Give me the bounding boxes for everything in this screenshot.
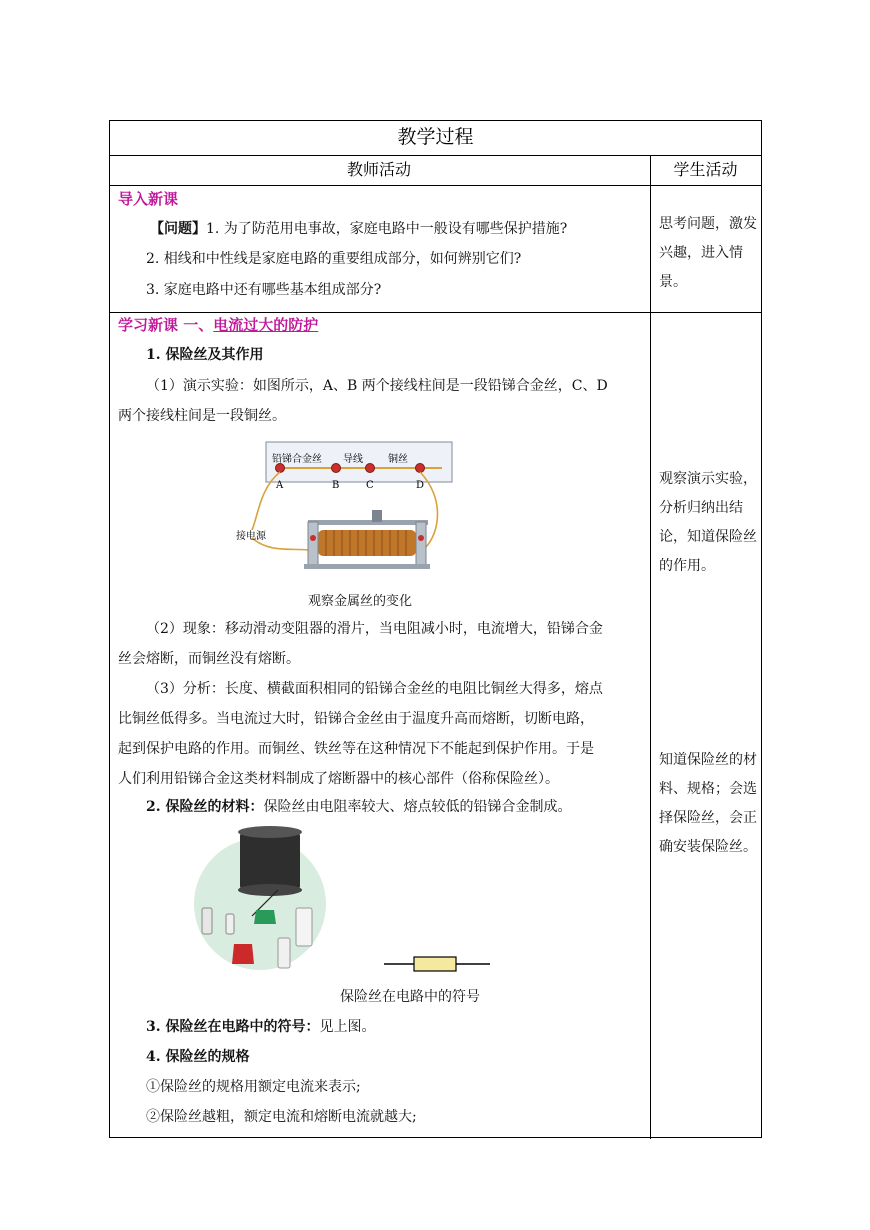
question-label: 【问题】 — [150, 221, 206, 237]
paragraph-1-line-1: （1）演示实验：如图所示，A、B 两个接线柱间是一段铅锑合金丝，C、D — [146, 378, 608, 394]
rheostat-rail — [308, 520, 428, 525]
section-3-title: 3. 保险丝在电路中的符号： — [146, 1019, 320, 1035]
label-b: B — [332, 480, 340, 491]
experiment-figure — [230, 438, 460, 588]
intro-question-3: 3. 家庭电路中还有哪些基本组成部分? — [146, 282, 382, 298]
divider — [110, 312, 761, 313]
lesson-student-activity-2: 知道保险丝的材料、规格；会选择保险丝，会正确安装保险丝。 — [659, 752, 757, 855]
rheostat-coil — [318, 530, 416, 556]
paragraph-3-line-1: （3）分析：长度、横截面积相同的铅锑合金丝的电阻比铜丝大得多，熔点 — [146, 681, 603, 697]
paragraph-3-line-4: 人们利用铅锑合金这类材料制成了熔断器中的核心部件（俗称保险丝）。 — [118, 771, 559, 787]
column-divider — [650, 155, 651, 1139]
label-a: A — [276, 480, 284, 491]
label-copper: 铜丝 — [388, 454, 408, 465]
section-2-title: 2. 保险丝的材料： — [146, 799, 264, 815]
rheostat-terminal — [310, 535, 316, 541]
fuse-wire-spool — [240, 832, 300, 890]
rheostat-slider — [372, 510, 382, 522]
lesson-heading-prefix: 学习新课 一、 — [118, 316, 214, 334]
lesson-student-activity-1: 观察演示实验，分析归纳出结论，知道保险丝的作用。 — [659, 471, 757, 574]
section-4-item-1: ①保险丝的规格用额定电流来表示; — [146, 1079, 361, 1095]
paragraph-1-line-2: 两个接线柱间是一段铜丝。 — [118, 408, 286, 424]
divider — [110, 185, 761, 186]
paragraph-2-line-1: （2）现象：移动滑动变阻器的滑片，当电阻减小时，电流增大，铅锑合金 — [146, 621, 603, 637]
cartridge-fuse — [278, 938, 290, 968]
intro-question-1 — [150, 218, 567, 240]
terminal-b — [332, 464, 341, 473]
blade-fuse-red — [232, 944, 254, 964]
section-4-title: 4. 保险丝的规格 — [146, 1049, 250, 1065]
paragraph-3-line-2: 比铜丝低得多。当电流过大时，铅锑合金丝由于温度升高而熔断，切断电路， — [118, 711, 594, 727]
symbol-box — [414, 957, 456, 971]
label-c: C — [366, 480, 374, 491]
fuse-photo — [190, 824, 330, 984]
blade-fuse-green — [254, 910, 276, 924]
rheostat-stand — [308, 522, 318, 566]
column-header-student: 学生活动 — [673, 160, 738, 179]
glass-fuse — [202, 908, 212, 934]
section-2-text: 保险丝由电阻率较大、熔点较低的铅锑合金制成。 — [263, 799, 572, 815]
section-1-title: 1. 保险丝及其作用 — [146, 347, 264, 363]
rheostat-stand — [416, 522, 426, 566]
label-d: D — [416, 480, 425, 491]
rheostat-terminal — [418, 535, 424, 541]
fuse-symbol — [384, 952, 490, 976]
lesson-heading — [118, 314, 318, 336]
figure-1-caption: 观察金属丝的变化 — [307, 594, 412, 609]
label-power: 接电源 — [236, 531, 266, 542]
intro-heading: 导入新课 — [118, 190, 179, 208]
terminal-d — [416, 464, 425, 473]
glass-fuse — [226, 914, 234, 934]
intro-question-2: 2. 相线和中性线是家庭电路的重要组成部分，如何辨别它们? — [146, 251, 522, 267]
label-wire: 导线 — [343, 454, 363, 465]
ceramic-fuse — [296, 908, 312, 946]
paragraph-3-line-3: 起到保护电路的作用。而铜丝、铁丝等在这种情况下不能起到保护作用。于是 — [118, 741, 594, 757]
rheostat-base — [304, 564, 430, 569]
question-1-text: 1. 为了防范用电事故，家庭电路中一般设有哪些保护措施? — [206, 221, 568, 237]
section-3 — [146, 1016, 376, 1038]
figure-2-caption: 保险丝在电路中的符号 — [340, 989, 480, 1005]
terminal-c — [366, 464, 375, 473]
section-2 — [146, 796, 572, 818]
lesson-heading-topic: 电流过大的防护 — [213, 316, 319, 334]
label-alloy: 铅锑合金丝 — [272, 454, 322, 465]
paragraph-2-line-2: 丝会熔断，而铜丝没有熔断。 — [118, 651, 300, 667]
section-3-text: 见上图。 — [319, 1019, 376, 1035]
table-title: 教学过程 — [397, 126, 474, 148]
spool-rim — [238, 884, 302, 896]
section-4-item-2: ②保险丝越粗，额定电流和熔断电流就越大; — [146, 1109, 417, 1125]
spool-rim — [238, 826, 302, 838]
intro-student-activity: 思考问题，激发兴趣，进入情景。 — [659, 216, 757, 290]
column-header-teacher: 教师活动 — [346, 160, 411, 179]
